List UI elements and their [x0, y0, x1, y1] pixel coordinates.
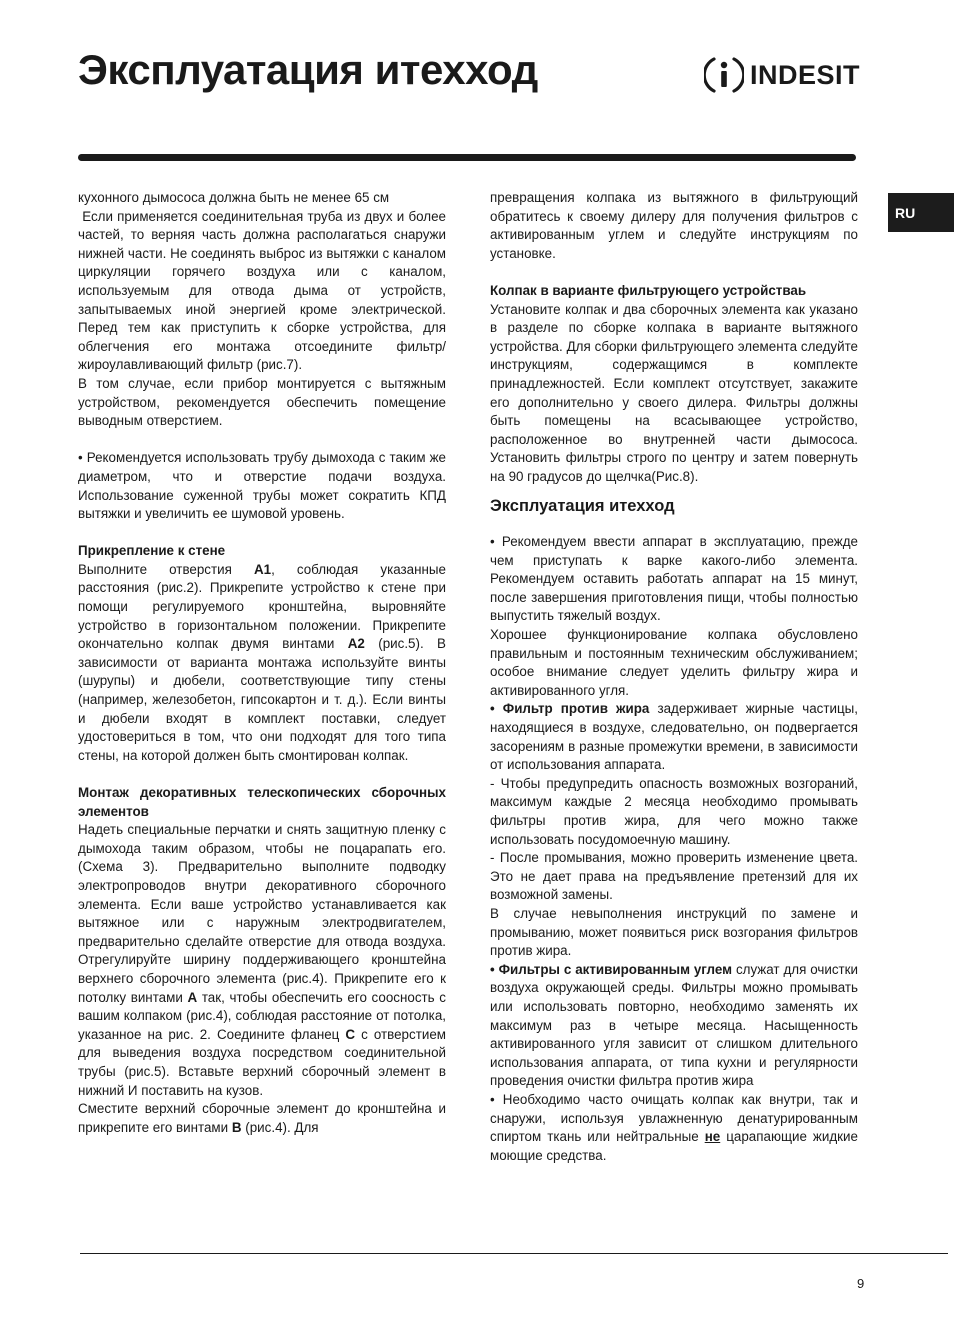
- section-heading: Колпак в варианте фильтрующего устройстваь: [490, 282, 807, 298]
- paragraph: Надеть специальные перчатки и снять защитную пленку с дымохода таким образом, чтобы не поцарапать его. (Схема 3). Предварительно выполните подводку электропроводов внутри декоративного сборочного элемента. Если ваше устройство устанавливается как вытяжное или с наружным электродвигателем, предварительно сделайте отверстие для отвода воздуха. Отрегулируйте ширину поддерживающего кронштейна верхнего сборочного элемента (рис.4). Прикрепите его к потолку винтами A так, чтобы обеспечить его соосность с вашим колпаком (рис.4), соблюдая расстояние от потолка, указанное на рис. 2. Соедините фланец C с отверстием для выведения воздуха посредством соединительной трубы (рис.5). Вставьте верхний сборочный элемент в нижний И поставить на кузов.: [78, 822, 446, 1098]
- indesit-logo: [704, 53, 860, 97]
- page-number: 9: [857, 1276, 865, 1291]
- paragraph: • Фильтр против жира задерживает жирные частицы, находящиеся в воздухе, следовательно, он подвергается засорениям в разные промежутки времени, в зависимости от использования аппарата.: [490, 701, 858, 773]
- paragraph: кухонного дымососа должна быть не менее 65 см: [78, 190, 390, 205]
- title-divider: [78, 154, 856, 161]
- paragraph: превращения колпака из вытяжного в фильтрующий обратитесь к своему дилеру для получения фильтров с активированным углем и следуйте инструкциям по установке.: [490, 190, 858, 261]
- paragraph: В том случае, если прибор монтируется с вытяжным устройством, рекомендуется обеспечить помещение выводным отверстием.: [78, 375, 446, 429]
- paragraph: Если применяется соединительная труба из двух и более частей, то верняя часть должна располагаться снаружи нижней части. Не соединять выброс из вытяжки с каналом циркуляции горячего воздуха или с каналом, используемым для отвода дыма от устройств, запытываемых иной энергией кроме электрической. Перед тем как приступить к сборке устройства, для облегчения его монтажа отсоедините фильтр/жироулавливающий фильтр (рис.7).: [78, 208, 446, 373]
- indesit-logo-icon: [704, 53, 744, 97]
- right-column: [490, 189, 858, 1165]
- paragraph: Сместите верхний сборочные элемент до кронштейна и прикрепите его винтами B (рис.4). Для: [78, 1101, 446, 1135]
- paragraph: Выполните отверстия A1, соблюдая указанные расстояния (рис.2). Прикрепите устройство к стене при помощи регулируемого кронштейна, выровняйте устройство в горизонтальном положении. Прикрепите окончательно колпак двумя винтами A2 (рис.5). В зависимости от варианта монтажа используйте винты (шурупы) и дюбели, соответствующие типу стены (например, железобетон, гипсокартон и т. д.). Если винты и дюбели входят в комплект поставки, следует удостовериться в том, что они подходят для того типа стены, на которой должен быть смонтирован колпак.: [78, 561, 446, 763]
- paragraph: Хорошее функционирование колпака обусловлено правильным и постоянным техническим обслуживанием; особое внимание следует уделить фильтру жира и активированного угля.: [490, 627, 858, 698]
- left-column: [78, 189, 446, 1137]
- language-tab: RU: [888, 193, 954, 232]
- section-heading: Прикрепление к стене: [78, 543, 226, 559]
- footer-divider: [80, 1253, 948, 1254]
- paragraph: • Необходимо часто очищать колпак как внутри, так и снаружи, используя увлажненную денатурированным спиртом ткань или нейтральные не царапающие жидкие моющие средства.: [490, 1091, 858, 1163]
- paragraph: • Рекомендуется использовать трубу дымохода с таким же диаметром, что и отверстие подачи воздуха. Использование суженной трубы может сократить КПД вытяжки и увеличить ее шумовой уровень.: [78, 450, 446, 522]
- section-heading: Монтаж декоративных телескопических сборочных элементов: [78, 785, 446, 819]
- paragraph: Установите колпак и два сборочных элемента как указано в разделе по сборке колпака в варианте вытяжного устройства. Для сборки фильтрующего элемента следуйте инструкциям, содержащимся в комплекте принадлежностей. Если комплект отсутствует, закажите его дополнительно у своего дилера. Фильтры должны быть помещены на всасывающее устройство, расположенное во внутренней части дымососа. Установить фильтры строго по центру и затем повернуть на 90 градусов до щелчка(Рис.8).: [490, 301, 858, 484]
- paragraph: • Рекомендуем ввести аппарат в эксплуатацию, прежде чем приступать к варке какого-либо элемента. Рекомендуем оставить работать аппарат на 15 минут, после завершения приготовления пищи, чтобы полностью выпустить тяжелый воздух.: [490, 534, 858, 624]
- section-title: Эксплуатация итехход: [490, 496, 675, 515]
- page-title: Эксплуатация итехход: [78, 46, 538, 93]
- paragraph: В случае невыполнения инструкций по замене и промыванию, может появиться риск возгорания фильтров против жира.: [490, 905, 858, 959]
- paragraph: • Фильтры с активированным углем служат для очистки воздуха окружающей среды. Фильтры можно промывать или использовать повторно, необходимо заменять их максимум раз в четыре месяца. Насыщенность активированного угля зависит от слишком длительного использования аппарата, от типа кухни и регулярности проведения очистки фильтра против жира: [490, 961, 858, 1089]
- paragraph: - После промывания, можно проверить изменение цвета. Это не дает права на предъявление претензий для их возможной замены.: [490, 850, 858, 903]
- brand-name: INDESIT: [750, 59, 861, 90]
- paragraph: - Чтобы предупредить опасность возможных возгораний, максимум каждые 2 месяца необходимо промывать фильтры против жира, для чего можно также использовать посудомоечную машину.: [490, 775, 858, 847]
